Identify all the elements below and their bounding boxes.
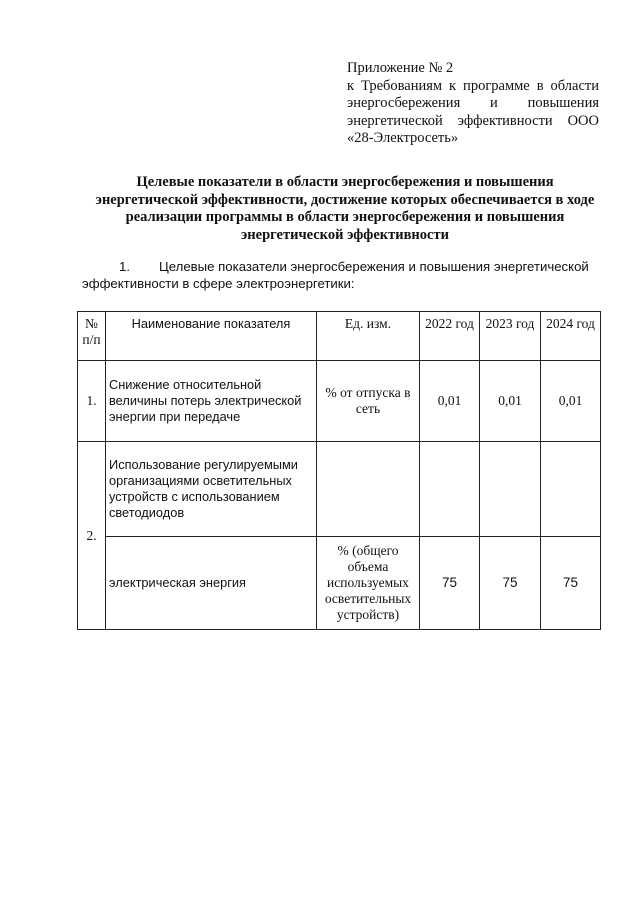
row-name: электрическая энергия — [106, 537, 317, 630]
row-name: Снижение относительной величины потерь электрической энергии при передаче — [106, 361, 317, 442]
row-unit: % от отпуска в сеть — [317, 361, 420, 442]
document-title: Целевые показатели в области энергосбережения и повышения энергетической эффективности, достижение которых обеспечивается в ходе реализации программы в области энергосбережения и повышения энергетической эффективности — [95, 174, 595, 243]
table-row — [78, 442, 601, 537]
appendix-line-1: Приложение № 2 — [347, 60, 454, 76]
header-2022: 2022 год — [420, 312, 480, 361]
appendix-line-4: энергетической эффективности ООО — [347, 112, 599, 129]
row-value-2023: 75 — [480, 537, 541, 630]
appendix-header — [347, 60, 599, 148]
header-num: № п/п — [78, 312, 106, 361]
row-unit: % (общего объема используемых осветительных устройств) — [317, 537, 420, 630]
table-header-row — [78, 312, 601, 361]
row-value-2022 — [420, 442, 480, 537]
row-value-2024: 0,01 — [541, 361, 601, 442]
table-row — [78, 361, 601, 442]
row-num: 1. — [78, 361, 106, 442]
row-value-2022: 75 — [420, 537, 480, 630]
appendix-line-2: к Требованиям к программе в области — [347, 77, 599, 94]
appendix-line-5: «28-Электросеть» — [347, 130, 459, 146]
row-value-2024 — [541, 442, 601, 537]
row-value-2022: 0,01 — [420, 361, 480, 442]
header-2023: 2023 год — [480, 312, 541, 361]
intro-paragraph — [82, 258, 604, 292]
header-unit: Ед. изм. — [317, 312, 420, 361]
row-num: 2. — [78, 442, 106, 630]
row-value-2023 — [480, 442, 541, 537]
header-name: Наименование показателя — [106, 312, 317, 361]
appendix-line-3: энергосбережения и повышения — [347, 95, 599, 111]
row-value-2023: 0,01 — [480, 361, 541, 442]
row-name: Использование регулируемыми организациями осветительных устройств с использованием светодиодов — [106, 442, 317, 537]
intro-number: 1. — [119, 259, 130, 274]
row-value-2024: 75 — [541, 537, 601, 630]
header-2024: 2024 год — [541, 312, 601, 361]
intro-text: Целевые показатели энергосбережения и повышения энергетической эффективности в сфере электроэнергетики: — [82, 259, 589, 291]
indicators-table — [77, 311, 601, 630]
row-unit — [317, 442, 420, 537]
table-row — [78, 537, 601, 630]
